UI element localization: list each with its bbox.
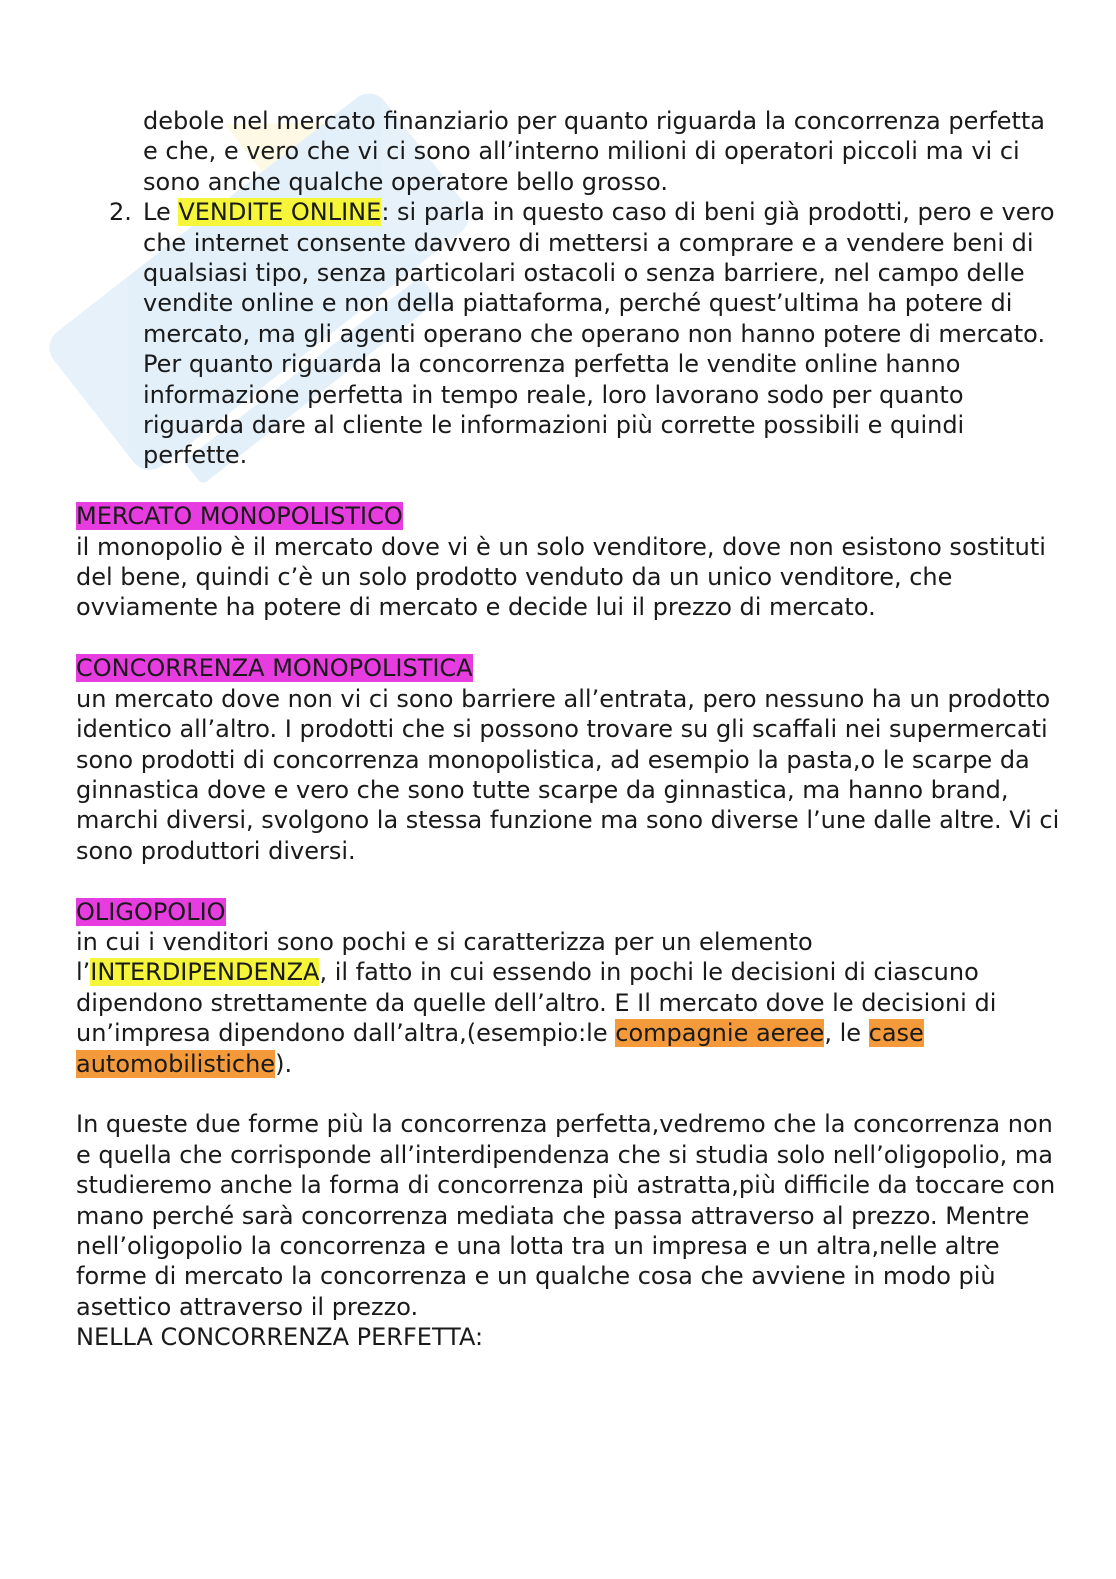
paragraph-oligopolio bbox=[76, 927, 1062, 1079]
oligo-text-4: ). bbox=[275, 1049, 293, 1078]
interdipendenza-highlight: INTERDIPENDENZA bbox=[90, 958, 320, 987]
list-number: 2. bbox=[109, 198, 132, 227]
paragraph-concorrenza-monopolistica: un mercato dove non vi ci sono barriere all’entrata, pero nessuno ha un prodotto identico all’altro. I prodotti che si possono trovare su gli scaffali nei supermercati sono prodotti di concorrenza monopolistica, ad esempio la pasta,o le scarpe da ginnastica dove e vero che sono tutte scarpe da ginnastica, ma hanno brand, marchi diversi, svolgono la stessa funzione ma sono diverse l’une dalle altre. Vi ci sono produttori diversi. bbox=[76, 684, 1060, 865]
heading-concorrenza-monopolistica: CONCORRENZA MONOPOLISTICA bbox=[76, 654, 473, 683]
oligo-text-1: in cui i venditori sono pochi e si caratterizza per un elemento l’ bbox=[76, 927, 813, 987]
compagnie-aeree-highlight: compagnie aeree bbox=[615, 1019, 825, 1048]
document-page bbox=[76, 106, 1062, 1353]
final-line: NELLA CONCORRENZA PERFETTA: bbox=[76, 1323, 484, 1352]
oligo-text-2: , il fatto in cui essendo in pochi le decisioni di ciascuno dipendono strettamente da quelle dell’altro. E Il mercato dove le decisioni di un’impresa dipendono dall’altra,(esempio:le bbox=[76, 958, 997, 1048]
paragraph-monopolio: il monopolio è il mercato dove vi è un solo venditore, dove non esistono sostituti del bene, quindi c’è un solo prodotto venduto da un unico venditore, che ovviamente ha potere di mercato e decide lui il prezzo di mercato. bbox=[76, 532, 1046, 622]
vendite-online-highlight: VENDITE ONLINE bbox=[178, 198, 382, 227]
item2-text: : si parla in questo caso di beni già prodotti, pero e vero che internet consente davvero di mettersi a comprare e a vendere beni di qualsiasi tipo, senza particolari ostacoli o senza barriere, nel campo delle vendite online e non della piattaforma, perché quest’ultima ha potere di mercato, ma gli agenti operano che operano non hanno potere di mercato. Per quanto riguarda la concorrenza perfetta le vendite online hanno informazione perfetta in tempo reale, loro lavorano sodo per quanto riguarda dare al cliente le informazioni più corrette possibili e quindi perfette. bbox=[143, 198, 1055, 470]
heading-oligopolio: OLIGOPOLIO bbox=[76, 897, 226, 926]
paragraph-conclusion: In queste due forme più la concorrenza perfetta,vedremo che la concorrenza non e quella che corrisponde all’interdipendenza che si studia solo nell’oligopolio, ma studieremo anche la forma di concorrenza più astratta,più difficile da toccare con mano perché sarà concorrenza mediata che passa attraverso al prezzo. Mentre nell’oligopolio la concorrenza e una lotta tra un impresa e un altra,nelle altre forme di mercato la concorrenza e un qualche cosa che avviene in modo più asettico attraverso il prezzo. bbox=[76, 1110, 1056, 1321]
section-oligopolio bbox=[76, 897, 1062, 1079]
heading-monopolio: MERCATO MONOPOLISTICO bbox=[76, 502, 403, 531]
section-concorrenza-monopolistica bbox=[76, 653, 1062, 866]
oligo-text-3: , le bbox=[824, 1019, 869, 1048]
case-automobilistiche-highlight: case automobilistiche bbox=[76, 1019, 924, 1078]
item2-prefix: Le bbox=[143, 198, 179, 227]
list-item-2 bbox=[76, 197, 1062, 471]
continuation-paragraph: debole nel mercato finanziario per quanto riguarda la concorrenza perfetta e che, e vero che vi ci sono all’interno milioni di operatori piccoli ma vi ci sono anche qualche operatore bello grosso. bbox=[143, 107, 1045, 196]
section-monopolio bbox=[76, 501, 1062, 623]
